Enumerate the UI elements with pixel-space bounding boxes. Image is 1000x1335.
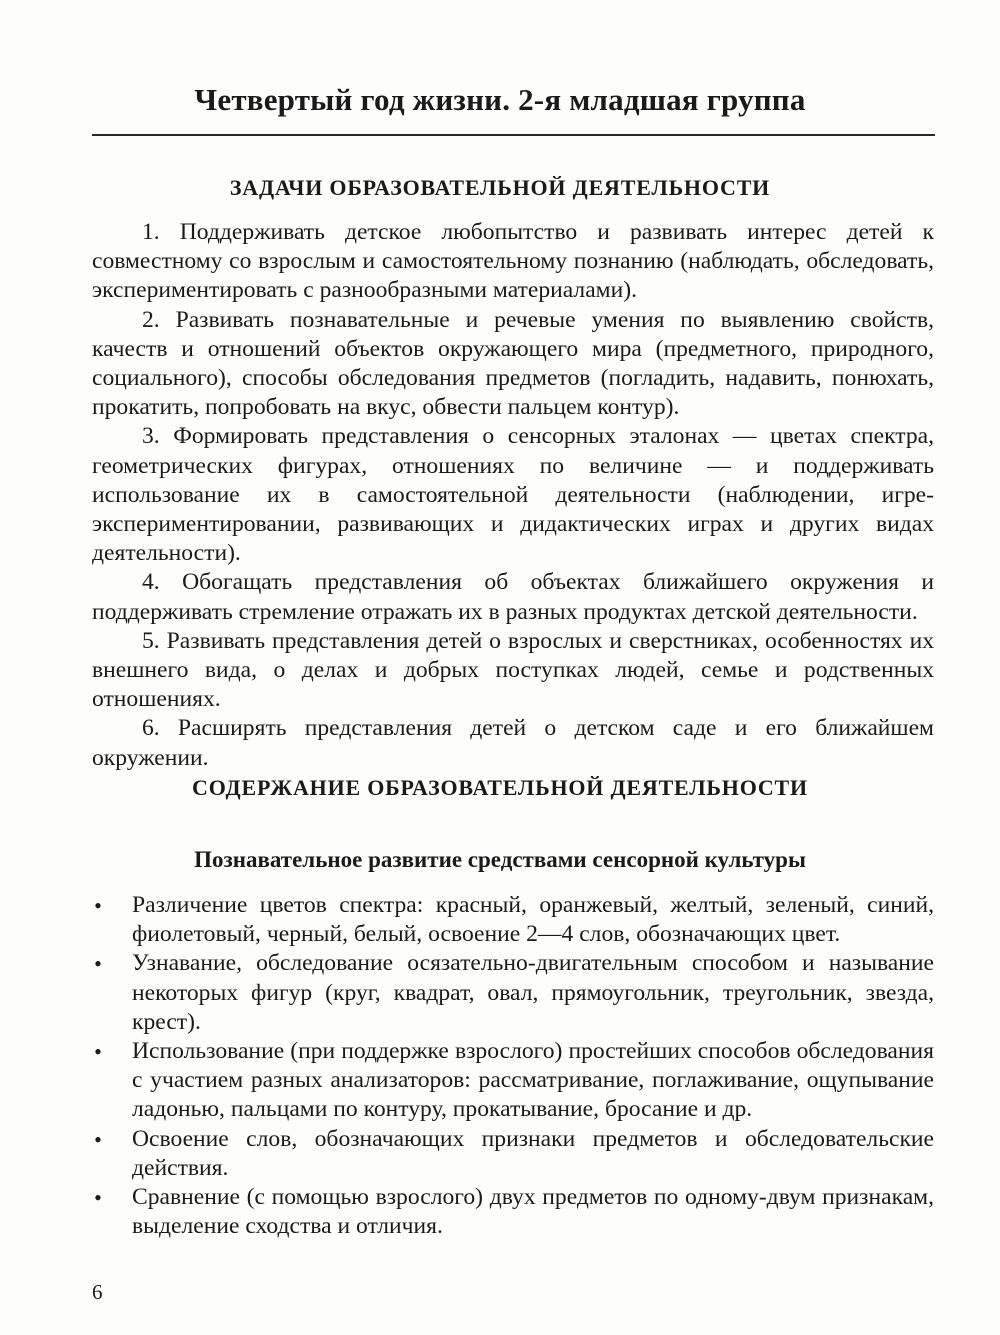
title-divider [92, 134, 935, 136]
task-paragraph-6: 6. Расширять представления детей о детском саде и его ближайшем окружении. [92, 715, 934, 771]
bullet-text: Освоение слов, обозначающих признаки предметов и обследовательские действия. [132, 1125, 934, 1181]
list-item [92, 1037, 934, 1125]
bullet-icon: • [94, 1185, 102, 1211]
content-heading: СОДЕРЖАНИЕ ОБРАЗОВАТЕЛЬНОЙ ДЕЯТЕЛЬНОСТИ [192, 775, 808, 800]
list-item [92, 949, 934, 1037]
page-number: 6 [92, 1280, 103, 1304]
task-paragraph-5: 5. Развивать представления детей о взрослых и сверстниках, особенностях их внешнего вида, о делах и добрых поступках людей, семье и родственных отношениях. [92, 627, 934, 713]
list-item [92, 891, 934, 949]
task-paragraph-4: 4. Обогащать представления об объектах ближайшего окружения и поддерживать стремление отражать их в разных продуктах детской деятельности. [92, 569, 934, 625]
bullet-text: Сравнение (с помощью взрослого) двух предметов по одному-двум признакам, выделение сходства и отличия. [132, 1184, 934, 1240]
tasks-list [92, 218, 934, 773]
bullet-icon: • [94, 1126, 102, 1152]
tasks-heading: ЗАДАЧИ ОБРАЗОВАТЕЛЬНОЙ ДЕЯТЕЛЬНОСТИ [229, 175, 771, 200]
bullet-text: Использование (при поддержке взрослого) простейших способов обследования с участием разных анализаторов: рассматривание, поглаживание, ощупывание ладонью, пальцами по контуру, прокатывание, бросание и др. [132, 1038, 934, 1123]
task-paragraph-3: 3. Формировать представления о сенсорных эталонах — цветах спектра, геометрических фигурах, отношениях по величине — и поддерживать использование их в самостоятельной деятельности (наблюдении, игре-экспериментировании, развивающих и дидактических играх и других видах деятельности). [92, 423, 934, 567]
content-subheading: Познавательное развитие средствами сенсорной культуры [194, 847, 806, 872]
bullet-text: Различение цветов спектра: красный, оранжевый, желтый, зеленый, синий, фиолетовый, черный, белый, освоение 2—4 слов, обозначающих цвет. [132, 892, 934, 948]
task-paragraph-1: 1. Поддерживать детское любопытство и развивать интерес детей к совместному со взрослым и самостоятельному познанию (наблюдать, обследовать, экспериментировать с разнообразными материалами). [92, 219, 934, 304]
task-paragraph-2: 2. Развивать познавательные и речевые умения по выявлению свойств, качеств и отношений объектов окружающего мира (предметного, природного, социального), способы обследования предметов (погладить, надавить, понюхать, прокатить, попробовать на вкус, обвести пальцем контур). [92, 306, 934, 421]
list-item [92, 1183, 934, 1241]
list-item [92, 1125, 934, 1183]
bullet-icon: • [94, 1039, 102, 1065]
page-title: Четвертый год жизни. 2-я младшая группа [194, 82, 806, 117]
bullet-icon: • [94, 951, 102, 977]
bullet-icon: • [94, 893, 102, 918]
bullet-text: Узнавание, обследование осязательно-двигательным способом и называние некоторых фигур (круг, квадрат, овал, прямоугольник, треугольник, звезда, крест). [132, 950, 934, 1035]
content-bullet-list [92, 891, 934, 1241]
